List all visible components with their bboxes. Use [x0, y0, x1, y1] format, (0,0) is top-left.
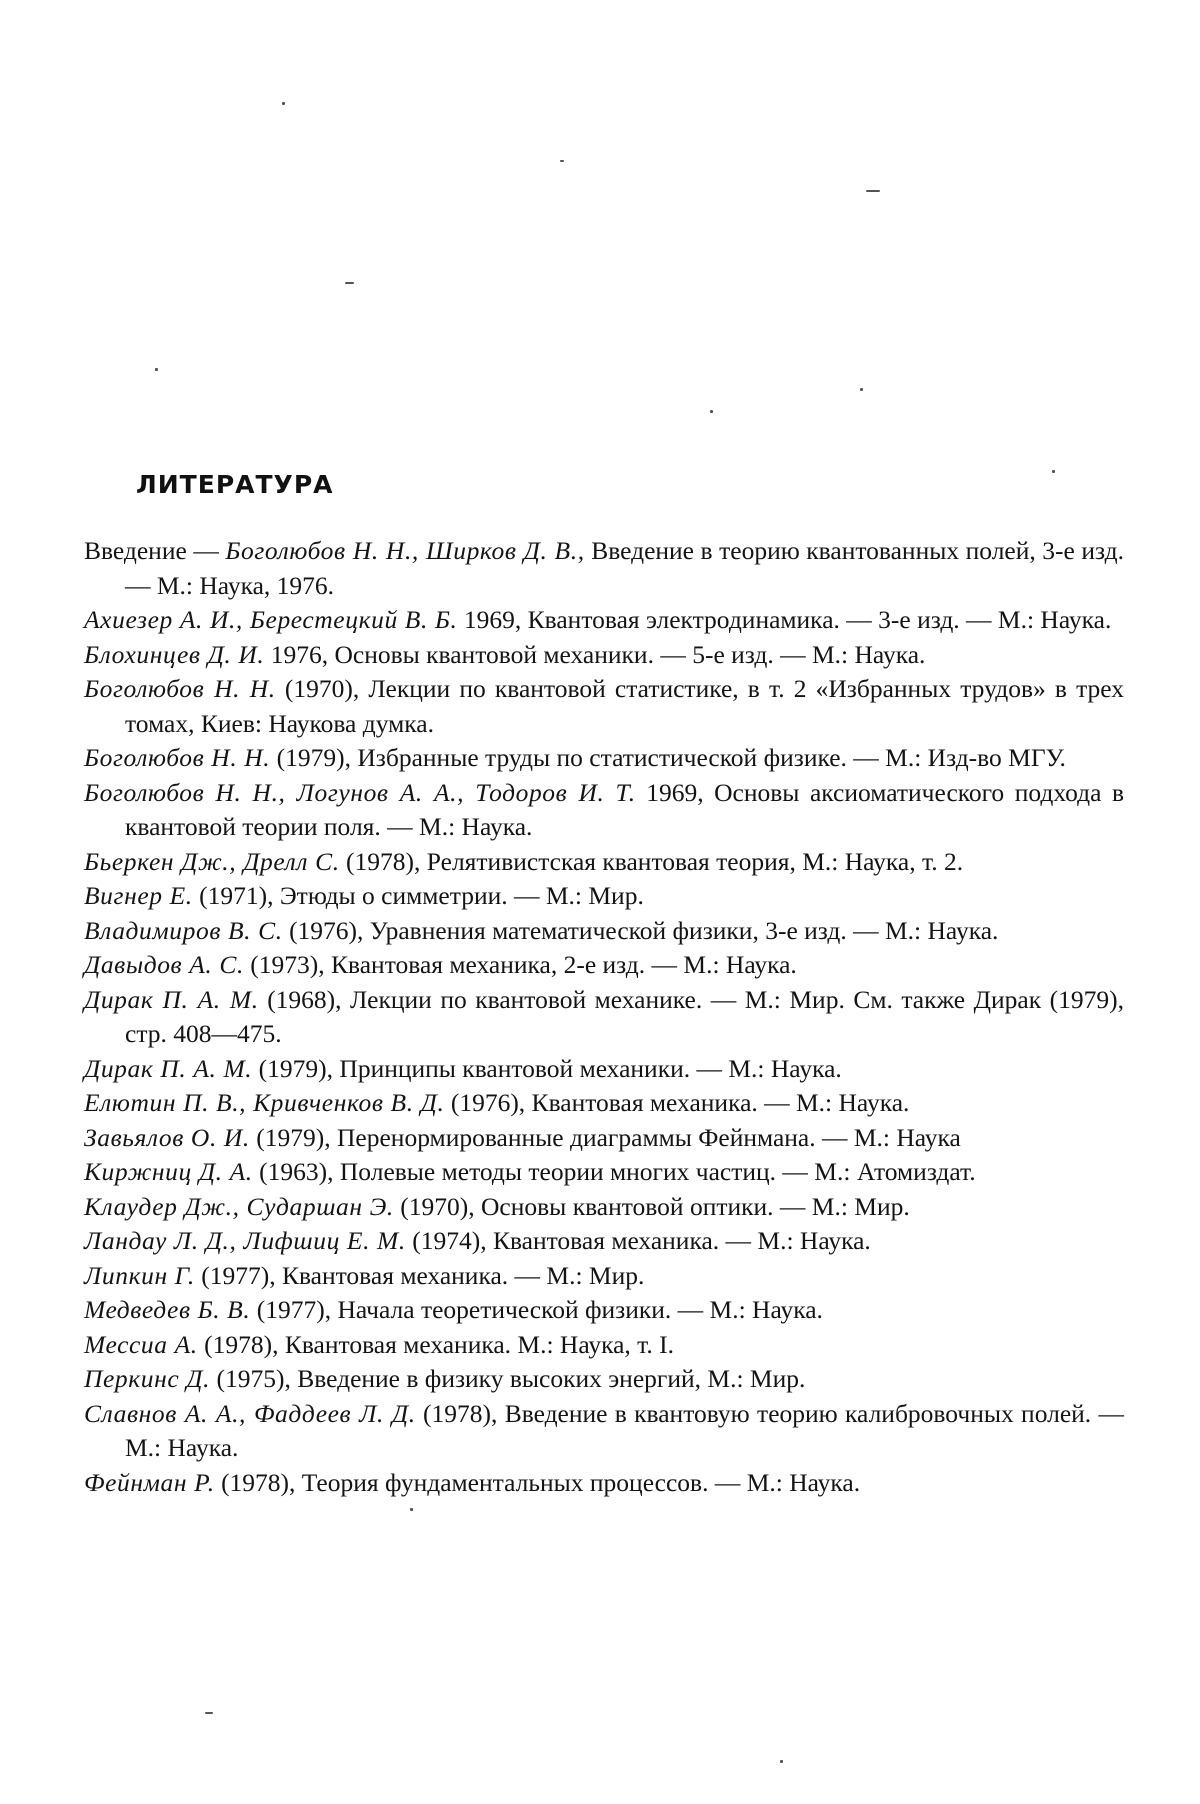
reference-authors: Клаудер Дж., Сударшан Э. — [84, 1191, 394, 1221]
reference-details: (1975), Введение в физику высоких энергий, М.: Мир. — [210, 1364, 806, 1393]
scan-speck — [560, 160, 564, 162]
scan-speck — [1052, 470, 1055, 473]
reference-entry — [84, 1328, 1124, 1363]
reference-authors: Боголюбов Н. Н., Логунов А. А., Тодоров И. Т. — [84, 777, 636, 807]
reference-details: 1969, Основы аксиоматического подхода в квантовой теории поля. — М.: Наука. — [125, 777, 1124, 841]
reference-authors: Ахиезер А. И., Берестецкий В. Б. — [84, 605, 458, 634]
reference-authors: Владимиров В. С. — [84, 915, 283, 945]
reference-details: (1977), Начала теоретической физики. — М.: Наука. — [250, 1295, 823, 1324]
reference-entry — [84, 638, 1124, 673]
reference-authors: Киржниц Д. А. — [84, 1157, 253, 1186]
scan-speck — [345, 282, 354, 284]
reference-authors: Славнов А. А., Фаддеев Л. Д. — [84, 1398, 416, 1428]
reference-details: (1978), Теория фундаментальных процессов. — М.: Наука. — [214, 1467, 861, 1497]
reference-authors: Липкин Г. — [84, 1260, 195, 1290]
reference-details: (1978), Введение в квантовую теорию калибровочных полей. — М.: Наука. — [125, 1398, 1124, 1462]
reference-details: (1970), Основы квантовой оптики. — М.: Мир. — [393, 1191, 910, 1221]
reference-entry — [84, 603, 1124, 638]
reference-details: (1979), Избранные труды по статистической физике. — М.: Изд-во МГУ. — [270, 743, 1066, 772]
reference-details: (1968), Лекции по квантовой механике. — М.: Мир. См. также Дирак (1979), стр. 408—475. — [125, 984, 1124, 1048]
reference-entry — [84, 1155, 1124, 1190]
reference-authors: Давыдов А. С. — [84, 950, 244, 979]
reference-entry — [84, 1397, 1124, 1466]
reference-entry — [84, 1224, 1124, 1259]
scan-speck — [860, 388, 863, 391]
reference-details: (1971), Этюды о симметрии. — М.: Мир. — [192, 881, 644, 910]
reference-authors: Перкинс Д. — [84, 1364, 211, 1393]
reference-authors: Мессиа А. — [84, 1329, 198, 1359]
reference-authors: Блохинцев Д. И. — [84, 639, 265, 669]
reference-details: Введение в теорию квантованных полей, 3-е изд. — М.: Наука, 1976. — [125, 536, 1124, 600]
reference-entry — [84, 1466, 1124, 1501]
reference-details: (1974), Квантовая механика. — М.: Наука. — [405, 1226, 871, 1255]
reference-authors: Бьеркен Дж., Дрелл С. — [84, 846, 340, 876]
reference-details: (1978), Релятивистская квантовая теория, М.: Наука, т. 2. — [339, 846, 964, 876]
scan-speck — [155, 368, 158, 371]
reference-authors: Дирак П. А. М. — [84, 984, 259, 1014]
reference-authors: Елютин П. В., Кривченков В. Д. — [84, 1088, 445, 1117]
reference-section-prefix: Введение — — [84, 536, 226, 565]
bibliography-heading: ЛИТЕРАТУРА — [136, 470, 334, 499]
reference-authors: Завьялов О. И. — [84, 1122, 250, 1152]
reference-entry — [84, 948, 1124, 983]
reference-authors: Фейнман Р. — [84, 1467, 215, 1497]
reference-authors: Боголюбов Н. Н. — [84, 743, 271, 772]
reference-entry — [84, 776, 1124, 845]
reference-entry — [84, 879, 1124, 914]
reference-entry — [84, 1259, 1124, 1294]
reference-details: (1979), Принципы квантовой механики. — М.: Наука. — [252, 1053, 842, 1083]
reference-entry — [84, 1121, 1124, 1156]
scan-speck — [866, 190, 880, 192]
reference-details: (1977), Квантовая механика. — М.: Мир. — [194, 1260, 645, 1290]
reference-details: 1969, Квантовая электродинамика. — 3-е изд. — М.: Наука. — [457, 605, 1112, 634]
scan-speck — [710, 410, 713, 413]
scan-speck — [410, 1508, 413, 1511]
reference-entry — [84, 914, 1124, 949]
reference-authors: Боголюбов Н. Н. — [84, 674, 276, 703]
scan-speck — [205, 1712, 213, 1714]
reference-details: (1976), Уравнения математической физики, 3-е изд. — М.: Наука. — [282, 915, 999, 945]
reference-authors: Вигнер Е. — [84, 881, 193, 910]
reference-details: (1978), Квантовая механика. М.: Наука, т. I. — [197, 1329, 675, 1359]
reference-details: (1976), Квантовая механика. — М.: Наука. — [444, 1088, 910, 1117]
reference-entry — [84, 1362, 1124, 1397]
reference-authors: Дирак П. А. М. — [84, 1053, 253, 1083]
reference-details: (1963), Полевые методы теории многих частиц. — М.: Атомиздат. — [252, 1157, 976, 1186]
reference-entry — [84, 1190, 1124, 1225]
reference-authors: Боголюбов Н. Н., Ширков Д. В., — [225, 536, 585, 565]
reference-details: (1970), Лекции по квантовой статистике, в т. 2 «Избранных трудов» в трех томах, Киев: Наукова думка. — [125, 674, 1124, 738]
reference-entry — [84, 1086, 1124, 1121]
scan-speck — [780, 1760, 783, 1763]
reference-entry — [84, 534, 1124, 603]
reference-entry — [84, 845, 1124, 880]
reference-entry — [84, 1293, 1124, 1328]
reference-details: (1979), Перенормированные диаграммы Фейнмана. — М.: Наука — [249, 1122, 961, 1152]
scan-speck — [282, 102, 285, 105]
reference-entry — [84, 741, 1124, 776]
reference-list — [84, 534, 1124, 1500]
reference-entry — [84, 672, 1124, 741]
reference-details: 1976, Основы квантовой механики. — 5-е изд. — М.: Наука. — [264, 639, 926, 669]
reference-details: (1973), Квантовая механика, 2-е изд. — М.: Наука. — [243, 950, 797, 979]
reference-entry — [84, 1052, 1124, 1087]
reference-entry — [84, 983, 1124, 1052]
reference-authors: Медведев Б. В. — [84, 1295, 251, 1324]
reference-authors: Ландау Л. Д., Лифшиц Е. М. — [84, 1226, 406, 1255]
